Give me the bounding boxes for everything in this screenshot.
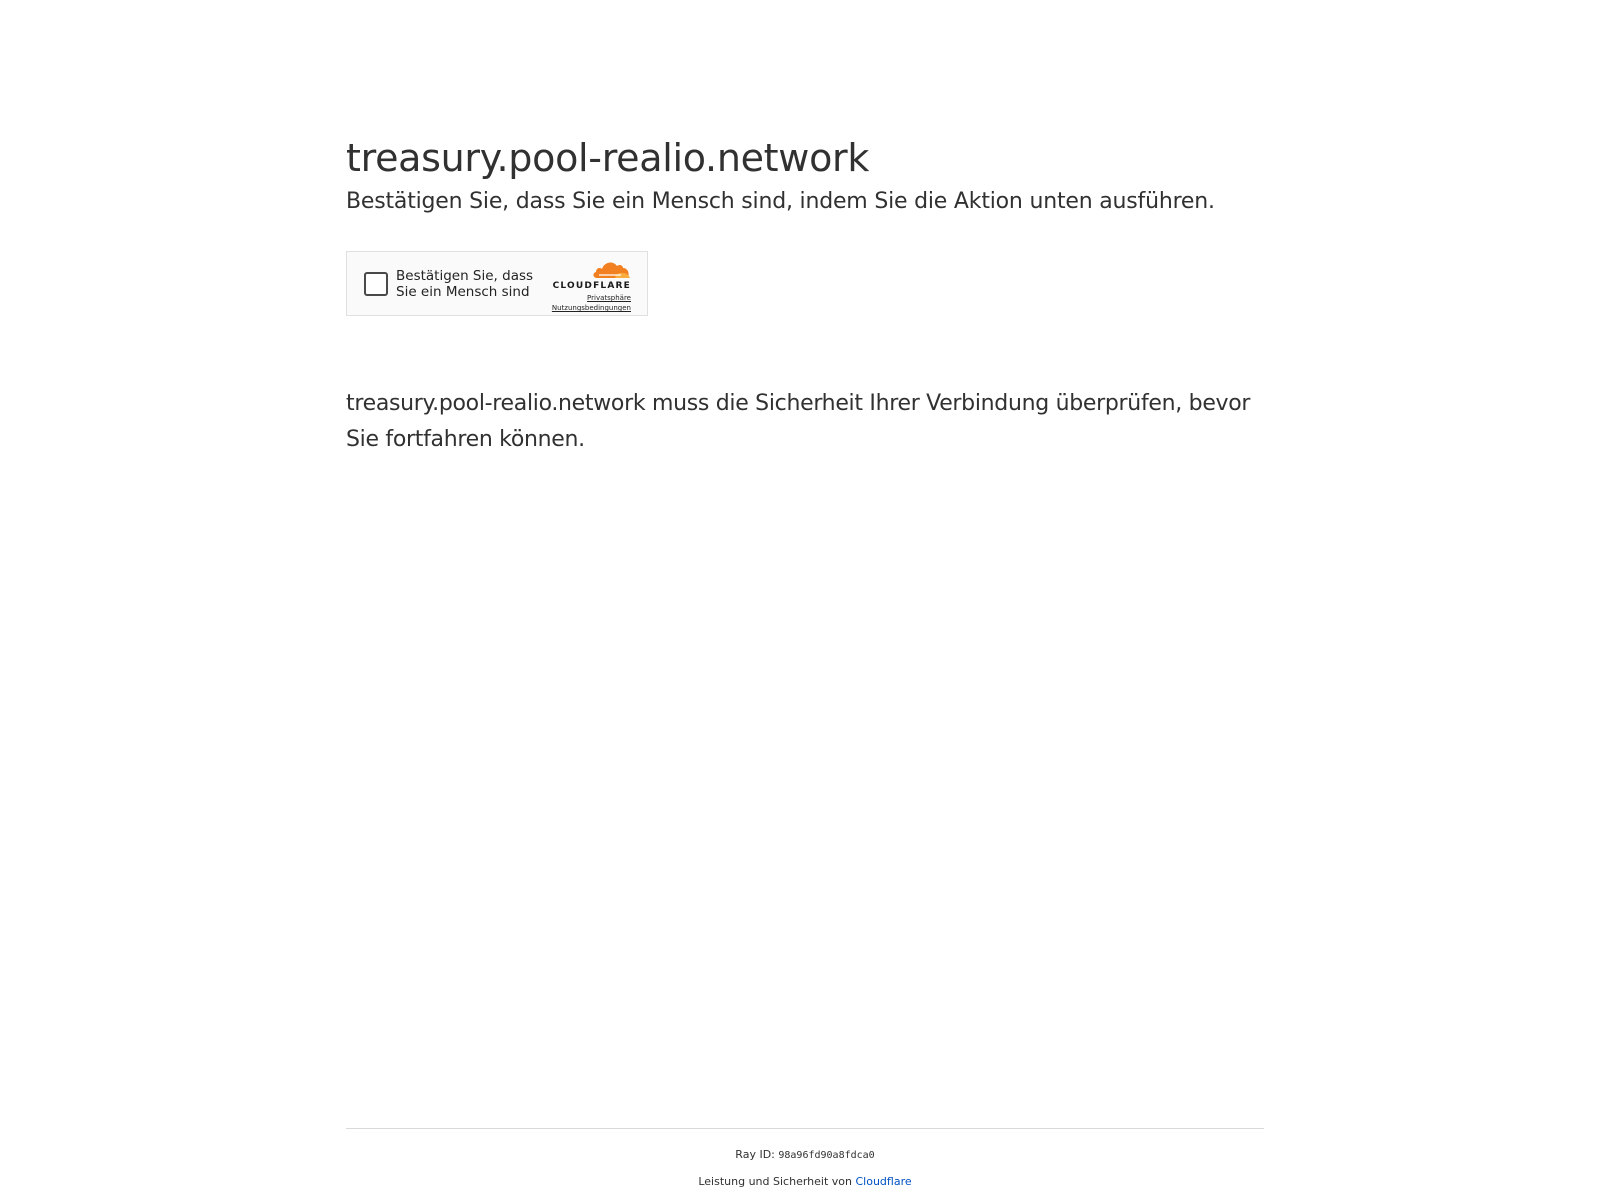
page-subtitle: Bestätigen Sie, dass Sie ein Mensch sind, indem Sie die Aktion unten ausführen. [346,189,1215,214]
cloudflare-cloud-icon [591,258,631,280]
human-verification-checkbox[interactable] [364,272,388,296]
main-content [346,132,1264,458]
performance-text: Leistung und Sicherheit von [698,1175,856,1188]
footer [346,1128,1264,1190]
cloudflare-brand [521,258,631,312]
page-title: treasury.pool-realio.network [346,136,870,180]
cloudflare-link[interactable]: Cloudflare [855,1175,912,1188]
security-notice: treasury.pool-realio.network muss die Sicherheit Ihrer Verbindung überprüfen, bevor Sie fortfahren können. [346,391,1251,452]
checkbox-label: Bestätigen Sie, dass Sie ein Mensch sind [396,268,534,300]
ray-id-line [346,1147,1264,1164]
terms-link[interactable]: Nutzungsbedingungen [551,304,631,312]
cloudflare-wordmark: CLOUDFLARE [552,281,631,291]
ray-id-label: Ray ID: [735,1148,779,1161]
turnstile-widget [346,251,648,316]
performance-line [346,1174,1264,1190]
privacy-link[interactable]: Privatsphäre [587,294,631,302]
ray-id-value: 98a96fd90a8fdca0 [778,1150,875,1161]
